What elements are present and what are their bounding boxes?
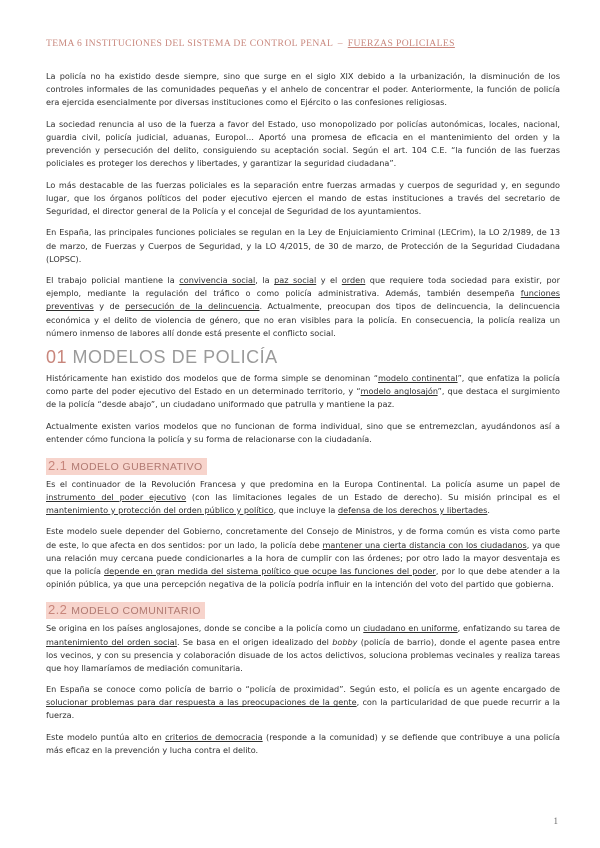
subsection-heading: MODELO COMUNITARIO (71, 605, 201, 618)
term-solucionar-problemas: solucionar problemas para dar respuesta a las preocupaciones de la gente (46, 697, 357, 708)
gubernativo-paragraph-1: Es el continuador de la Revolución Francesa y que predomina en la Europa Continental. La policía asume un papel de instrumento del poder ejecutivo (con las limitaciones legales de un Estado de derecho). Su misión principal es el mantenimiento y protección del orden público y político, que incluye la defensa de los derechos y libertades. (46, 478, 560, 515)
section-title-modelos (46, 346, 560, 368)
intro-paragraph-4: En España, las principales funciones policiales se regulan en la Ley de Enjuiciamiento Criminal (LECrim), la LO 2/1989, de 13 de marzo, de Fuerzas y Cuerpos de Seguridad, y la LO 4/2015, de 30 de marzo, de Protección de la Seguridad Ciudadana (LOPSC). (46, 227, 560, 264)
section1-paragraph-2: Actualmente existen varios modelos que no funcionan de forma individual, sino que se entremezclan, ayudándonos así a entender cómo funciona la policía y su forma de relacionarse con la ciudadanía. (46, 420, 560, 445)
subsection-heading: MODELO GUBERNATIVO (71, 460, 203, 473)
intro-paragraph-2: La sociedad renuncia al uso de la fuerza a favor del Estado, uso monopolizado por policías autonómicas, locales, nacional, guardia civil, policía judicial, aduanas, Europol… Aportó una promesa de eficacia en el mantenimiento del orden y la prevención y persecución del delito, consiguiendo su aceptación social. Según el art. 104 C.E. “la función de las fuerzas policiales es proteger los derechos y libertades, y garantizar la seguridad ciudadana”. (46, 118, 560, 169)
section1-paragraph-1: Históricamente han existido dos modelos que de forma simple se denominan “modelo continental”, que enfatiza la policía como parte del poder ejecutivo del Estado en un determinado territorio, y “modelo anglosajón”, que destaca el surgimiento de la policía “desde abajo”, un ciudadano uniformado que patrulla y mantiene la paz. (46, 373, 560, 410)
section-heading: MODELOS DE POLICÍA (72, 347, 278, 368)
intro-paragraph-1: La policía no ha existido desde siempre, sino que surge en el siglo XIX debido a la urbanización, la disminución de los controles informales de las comunidades pequeñas y el anhelo de concentrar el poder. Anteriormente, la función de policía era ejercida esencialmente por diversas instituciones como el Ejército o las confesiones religiosas. (46, 71, 560, 108)
intro-paragraph-3: Lo más destacable de las fuerzas policiales es la separación entre fuerzas armadas y cuerpos de seguridad y, en segundo lugar, que los órganos políticos del poder ejecutivo ejercen el mando de estas instituciones a través del secretario de Seguridad, el director general de la Policía y el concejal de Seguridad de los ayuntamientos. (46, 179, 560, 216)
term-convivencia-social: convivencia social (179, 275, 256, 286)
subsection-title-comunitario (46, 602, 205, 619)
term-orden: orden (341, 275, 366, 286)
page-number: 1 (553, 816, 558, 826)
term-persecucion-delincuencia: persecución de la delincuencia (125, 301, 260, 312)
comunitario-paragraph-2: En España se conoce como policía de barrio o “policía de proximidad”. Según esto, el policía es un agente encargado de solucionar problemas para dar respuesta a las preocupaciones de la gente, con la particularidad de que puede recurrir a la fuerza. (46, 684, 560, 721)
term-mantenimiento-orden-publico: mantenimiento y protección del orden público y político (46, 504, 274, 515)
header-separator: – (337, 38, 343, 49)
header-tema: TEMA 6 (46, 38, 83, 49)
subsection-title-gubernativo (46, 458, 207, 475)
gubernativo-paragraph-2: Este modelo suele depender del Gobierno, concretamente del Consejo de Ministros, y de forma común es vista como parte de este, lo que afecta en dos sentidos: por un lado, la policía debe mantener una cierta distancia con los ciudadanos, ya que una relación muy cercana puede condicionarles a la hora de cumplir con las órdenes; por otro lado la mayor desventaja es que la policía depende en gran medida del sistema político que ocupe las funciones del poder, por lo que debe atender a la opinión pública, ya que una percepción negativa de la policía podría influir en la intención del voto del partido que gobierna. (46, 526, 561, 589)
term-depende-sistema-politico: depende en gran medida del sistema político que ocupe las funciones del poder (104, 565, 436, 576)
document-body (46, 70, 560, 766)
comunitario-paragraph-1: Se origina en los países anglosajones, donde se concibe a la policía como un ciudadano en uniforme, enfatizando su tarea de mantenimiento del orden social. Se basa en el origen idealizado del bobby (policía de barrio), donde el agente pasea entre los vecinos, y con su presencia y colaboración disuade de los actos delictivos, soluciona problemas vecinales y realiza tareas que hoy llamaríamos de mediación comunitaria. (46, 623, 560, 673)
term-mantenimiento-orden-social: mantenimiento del orden social (46, 636, 177, 647)
term-funciones-preventivas: funciones preventivas (46, 288, 560, 312)
page-header (46, 38, 560, 49)
term-instrumento-poder-ejecutivo: instrumento del poder ejecutivo (46, 491, 187, 502)
comunitario-paragraph-3: Este modelo puntúa alto en criterios de democracia (responde a la comunidad) y se defiende que contribuye a una policía más eficaz en la prevención y lucha contra el delito. (46, 732, 560, 756)
term-paz-social: paz social (274, 275, 317, 286)
term-ciudadano-uniforme: ciudadano en uniforme (363, 623, 458, 634)
intro-paragraph-5: El trabajo policial mantiene la convivencia social, la paz social y el orden que requiere toda sociedad para existir, por ejemplo, mediante la regulación del tráfico o como policía administrativa. Además, también desempeña funciones preventivas y de persecución de la delincuencia. Actualmente, preocupan dos tipos de delincuencia, la delincuencia económica y el delito de violencia de género, que no eran visibles para la policía. En consecuencia, la policía realiza un número inmenso de labores allí donde está presente el conflicto social. (46, 275, 560, 338)
section-number: 01 (46, 347, 68, 368)
header-topic: FUERZAS POLICIALES (347, 38, 455, 49)
term-bobby: bobby (332, 636, 358, 647)
term-defensa-derechos: defensa de los derechos y libertades (337, 504, 488, 515)
term-distancia-ciudadanos: mantener una cierta distancia con los ciudadanos (322, 539, 527, 550)
header-course: INSTITUCIONES DEL SISTEMA DE CONTROL PENAL (85, 38, 333, 49)
term-criterios-democracia: criterios de democracia (165, 732, 263, 743)
subsection-number: 2.1 (48, 457, 68, 473)
term-modelo-continental: modelo continental (378, 373, 458, 384)
term-modelo-anglosajon: modelo anglosajón (360, 386, 438, 397)
subsection-number: 2.2 (48, 602, 68, 618)
